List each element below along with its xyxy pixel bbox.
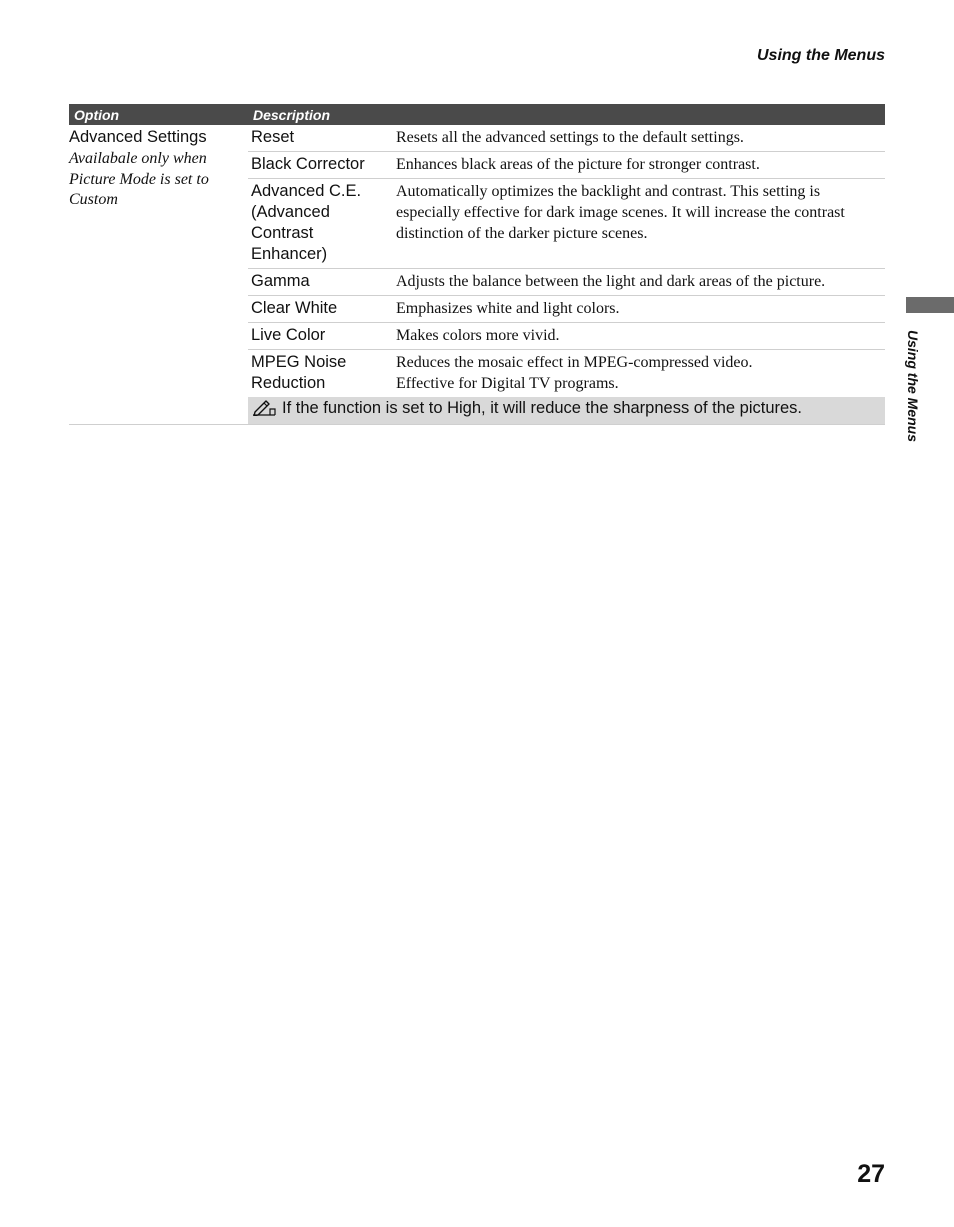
setting-name: Clear White	[248, 296, 393, 323]
table-header-row	[69, 104, 885, 125]
description-line: Makes colors more vivid.	[396, 327, 560, 344]
setting-description	[393, 125, 885, 152]
option-cell	[69, 125, 248, 425]
table-row	[69, 125, 885, 152]
option-name: Advanced Settings	[69, 128, 207, 146]
page-number: 27	[857, 1160, 885, 1188]
description-line: Automatically optimizes the backlight and contrast. This setting is especially effective for dark image scenes. It will increase the contrast distinction of the darker picture scenes.	[396, 183, 845, 242]
column-header-option: Option	[69, 104, 248, 125]
setting-name: Gamma	[248, 269, 393, 296]
description-line: Resets all the advanced settings to the default settings.	[396, 129, 744, 146]
description-line: Emphasizes white and light colors.	[396, 300, 620, 317]
section-tab-label: Using the Menus	[905, 330, 921, 443]
setting-description	[393, 350, 885, 398]
note-cell	[248, 397, 885, 425]
setting-name: MPEG Noise Reduction	[251, 353, 347, 392]
description-line: Reduces the mosaic effect in MPEG-compressed video.	[396, 354, 753, 371]
description-line: Enhances black areas of the picture for stronger contrast.	[396, 156, 760, 173]
settings-table	[69, 104, 885, 425]
note-text: If the function is set to High, it will reduce the sharpness of the pictures.	[282, 399, 803, 417]
description-line: Effective for Digital TV programs.	[396, 375, 619, 392]
description-line: Adjusts the balance between the light and dark areas of the picture.	[396, 273, 826, 290]
running-head-title: Using the Menus	[756, 47, 885, 64]
note-pencil-icon	[252, 398, 276, 422]
setting-description	[393, 269, 885, 296]
setting-name: Advanced C.E. (Advanced Contrast Enhancer)	[248, 179, 393, 269]
setting-description	[393, 152, 885, 179]
section-tab-marker	[906, 297, 954, 313]
setting-description	[393, 179, 885, 269]
setting-description	[393, 323, 885, 350]
setting-description	[393, 296, 885, 323]
setting-name: Reset	[248, 125, 393, 152]
column-header-description: Description	[248, 104, 885, 125]
setting-name: Black Corrector	[248, 152, 393, 179]
option-availability-note: Availabale only when Picture Mode is set to Custom	[69, 150, 209, 208]
setting-name: Live Color	[248, 323, 393, 350]
